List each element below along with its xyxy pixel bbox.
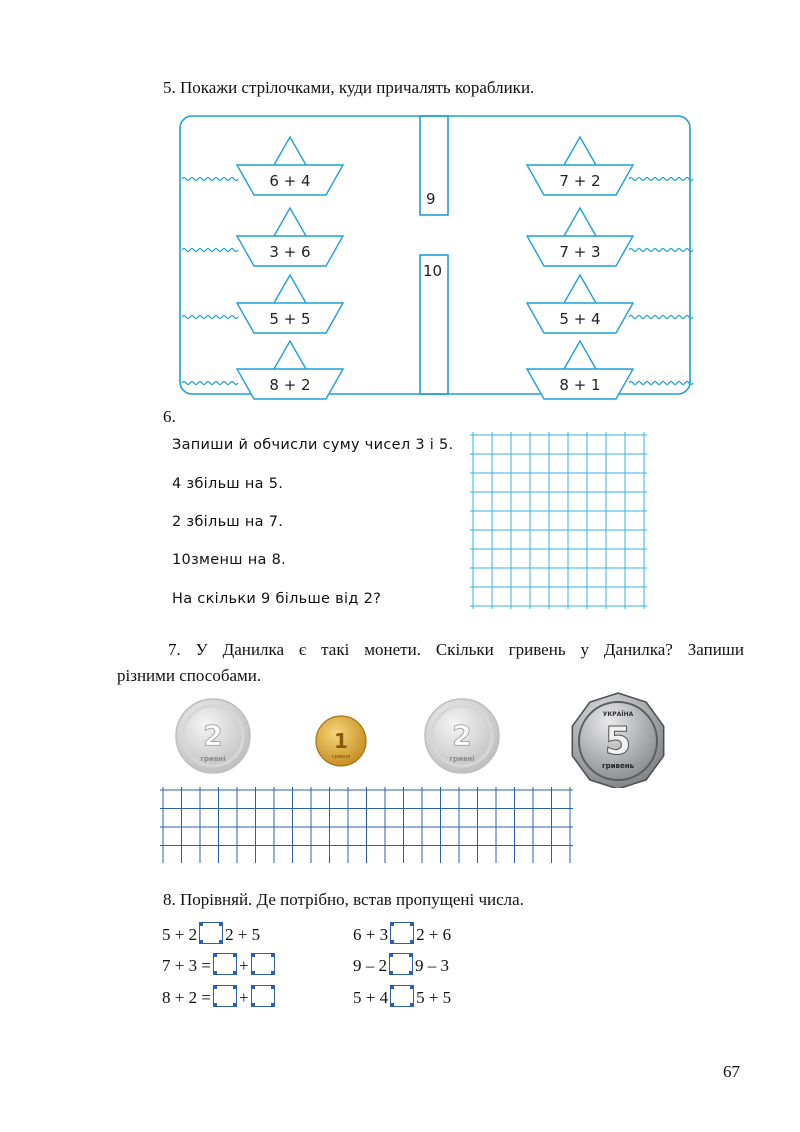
boat-label: 8 + 2 bbox=[269, 376, 311, 394]
boats-diagram bbox=[170, 110, 700, 402]
plus-sign: + bbox=[238, 956, 249, 975]
boat-label: 6 + 4 bbox=[269, 172, 311, 190]
boat-sail bbox=[564, 341, 596, 369]
boat-sail bbox=[274, 275, 306, 303]
expr-left: 5 + 4 bbox=[353, 988, 389, 1007]
expr-left: 9 – 2 bbox=[353, 956, 387, 975]
coin-label: гривні bbox=[449, 755, 475, 763]
expr-right: 2 + 5 bbox=[225, 925, 261, 944]
ex8-right-row-1 bbox=[353, 922, 451, 945]
coin-label: гривень bbox=[601, 762, 635, 770]
expr-right: 2 + 6 bbox=[416, 925, 452, 944]
ex6-task-3: 2 збільш на 7. bbox=[172, 514, 284, 530]
expr-left: 5 + 2 bbox=[162, 925, 198, 944]
coin-value: 5 bbox=[604, 719, 632, 763]
answer-box[interactable] bbox=[389, 953, 413, 975]
answer-box[interactable] bbox=[390, 922, 414, 944]
answer-box[interactable] bbox=[213, 953, 237, 975]
ex6-task-5: На скільки 9 більше від 2? bbox=[172, 591, 382, 607]
ex6-task-1: Запиши й обчисли суму чисел 3 і 5. bbox=[172, 437, 454, 453]
expr-left: 8 + 2 = bbox=[162, 988, 211, 1007]
plus-sign: + bbox=[238, 988, 249, 1007]
expr-right: 9 – 3 bbox=[415, 956, 449, 975]
coin-5-icon bbox=[572, 693, 663, 788]
page-number: 67 bbox=[723, 1062, 740, 1081]
answer-box[interactable] bbox=[251, 953, 275, 975]
ex6-number: 6. bbox=[163, 407, 176, 426]
ex8-right-row-2 bbox=[353, 953, 449, 976]
ex6-task-4: 10зменш на 8. bbox=[172, 552, 287, 568]
boat-label: 7 + 3 bbox=[559, 243, 601, 261]
boat-sail bbox=[274, 137, 306, 165]
coin-label: гривні bbox=[200, 755, 226, 763]
boat-label: 5 + 4 bbox=[559, 310, 601, 328]
boat-left bbox=[237, 208, 343, 266]
boat-right bbox=[527, 275, 633, 333]
ex7-text-line2: різними способами. bbox=[117, 666, 262, 685]
boat-sail bbox=[274, 341, 306, 369]
boat-sail bbox=[564, 137, 596, 165]
ex8-title: 8. Порівняй. Де потрібно, встав пропущені числа. bbox=[163, 890, 524, 909]
water-wave bbox=[182, 382, 238, 385]
boat-label: 7 + 2 bbox=[559, 172, 601, 190]
boat-label: 8 + 1 bbox=[559, 376, 601, 394]
water-wave bbox=[629, 249, 693, 252]
ex7-answer-grid[interactable] bbox=[160, 787, 580, 863]
ex8-left-row-3 bbox=[162, 985, 277, 1008]
coin-1-icon bbox=[316, 716, 366, 766]
boat-right bbox=[527, 208, 633, 266]
boat-label: 5 + 5 bbox=[269, 310, 311, 328]
coin-value: 1 bbox=[334, 729, 348, 753]
water-wave bbox=[182, 249, 238, 252]
coin-country: УКРАЇНА bbox=[602, 711, 634, 718]
boat-left bbox=[237, 137, 343, 195]
ex6-answer-grid[interactable] bbox=[470, 432, 656, 610]
ex8-right-row-3 bbox=[353, 985, 451, 1008]
coin-label: гривня bbox=[331, 754, 351, 760]
pier-bottom-label: 10 bbox=[423, 262, 443, 280]
answer-box[interactable] bbox=[251, 985, 275, 1007]
boat-left bbox=[237, 341, 343, 399]
ex6-task-2: 4 збільш на 5. bbox=[172, 476, 284, 492]
boat-right bbox=[527, 341, 633, 399]
coin-value: 2 bbox=[203, 719, 223, 752]
ex8-left-row-1 bbox=[162, 922, 260, 945]
answer-box[interactable] bbox=[390, 985, 414, 1007]
water-wave bbox=[629, 382, 693, 385]
coin-value: 2 bbox=[452, 719, 472, 752]
ex7-text-line1: 7. У Данилка є такі монети. Скільки гривень у Данилка? Запиши bbox=[168, 640, 744, 659]
boat-sail bbox=[564, 208, 596, 236]
coins-row bbox=[170, 688, 680, 788]
coin-2-icon bbox=[176, 699, 250, 773]
boat-right bbox=[527, 137, 633, 195]
answer-box[interactable] bbox=[199, 922, 223, 944]
water-wave bbox=[182, 316, 238, 319]
ex8-left-row-2 bbox=[162, 953, 277, 976]
boat-left bbox=[237, 275, 343, 333]
coin-2-icon bbox=[425, 699, 499, 773]
boat-sail bbox=[564, 275, 596, 303]
boat-label: 3 + 6 bbox=[269, 243, 311, 261]
expr-left: 6 + 3 bbox=[353, 925, 389, 944]
water-wave bbox=[629, 178, 693, 181]
boat-sail bbox=[274, 208, 306, 236]
answer-box[interactable] bbox=[213, 985, 237, 1007]
water-wave bbox=[182, 178, 238, 181]
pier-top-label: 9 bbox=[426, 190, 436, 208]
expr-right: 5 + 5 bbox=[416, 988, 452, 1007]
expr-left: 7 + 3 = bbox=[162, 956, 211, 975]
ex5-title: 5. Покажи стрілочками, куди причалять кораблики. bbox=[163, 78, 535, 97]
water-wave bbox=[629, 316, 693, 319]
